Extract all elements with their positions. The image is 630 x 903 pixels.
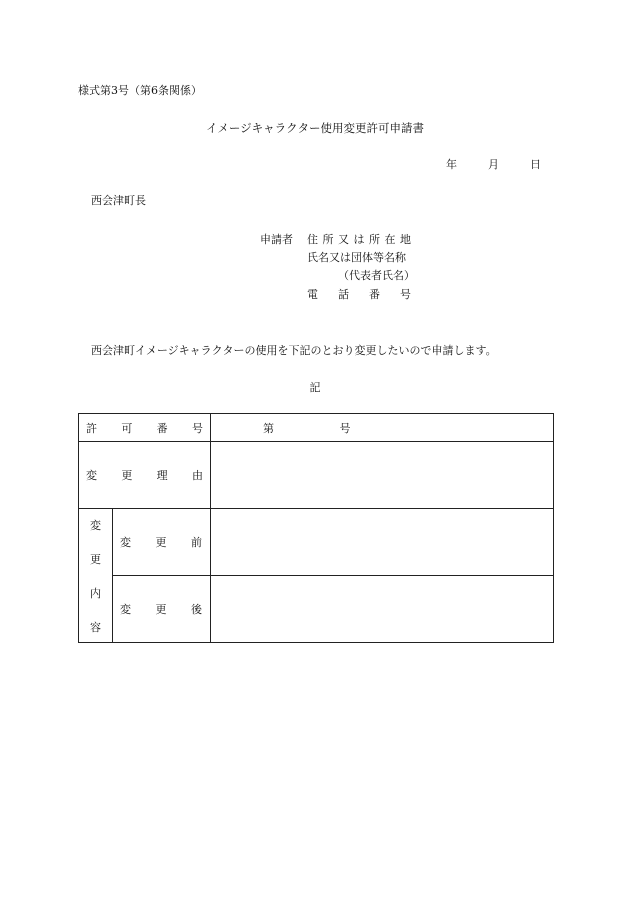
permit-number-row [79,414,554,442]
application-table [78,413,554,643]
applicant-label: 申請者 [260,233,293,246]
change-before-field[interactable] [211,509,554,576]
change-reason-field[interactable] [211,442,554,509]
applicant-representative-label: （代表者氏名） [338,269,415,282]
change-after-field[interactable] [211,576,554,643]
body-text: 西会津町イメージキャラクターの使用を下記のとおり変更したいので申請します。 [91,344,497,357]
applicant-phone-label: 電 話 番 号 [307,288,411,301]
permit-dai: 第 [263,421,274,435]
date-year: 年 [446,158,457,171]
change-content-label: 変 更 内 容 [79,509,113,643]
date-month: 月 [488,158,499,171]
change-reason-row [79,442,554,509]
ki-label: 記 [309,381,321,394]
permit-number-label: 許 可 番 号 [79,414,211,442]
change-after-row [79,576,554,643]
permit-number-field[interactable] [211,414,554,442]
document-title: イメージキャラクター使用変更許可申請書 [206,121,424,135]
change-before-label: 変 更 前 [113,509,211,576]
applicant-name-label: 氏名又は団体等名称 [307,251,406,264]
date-day: 日 [530,158,541,171]
applicant-address-label: 住 所 又 は 所 在 地 [307,233,411,246]
change-reason-label: 変 更 理 由 [79,442,211,509]
permit-go: 号 [339,421,351,435]
date-line [446,156,541,172]
form-number: 様式第3号（第6条関係） [78,84,202,97]
change-before-row [79,509,554,576]
addressee: 西会津町長 [91,194,146,207]
change-after-label: 変 更 後 [113,576,211,643]
